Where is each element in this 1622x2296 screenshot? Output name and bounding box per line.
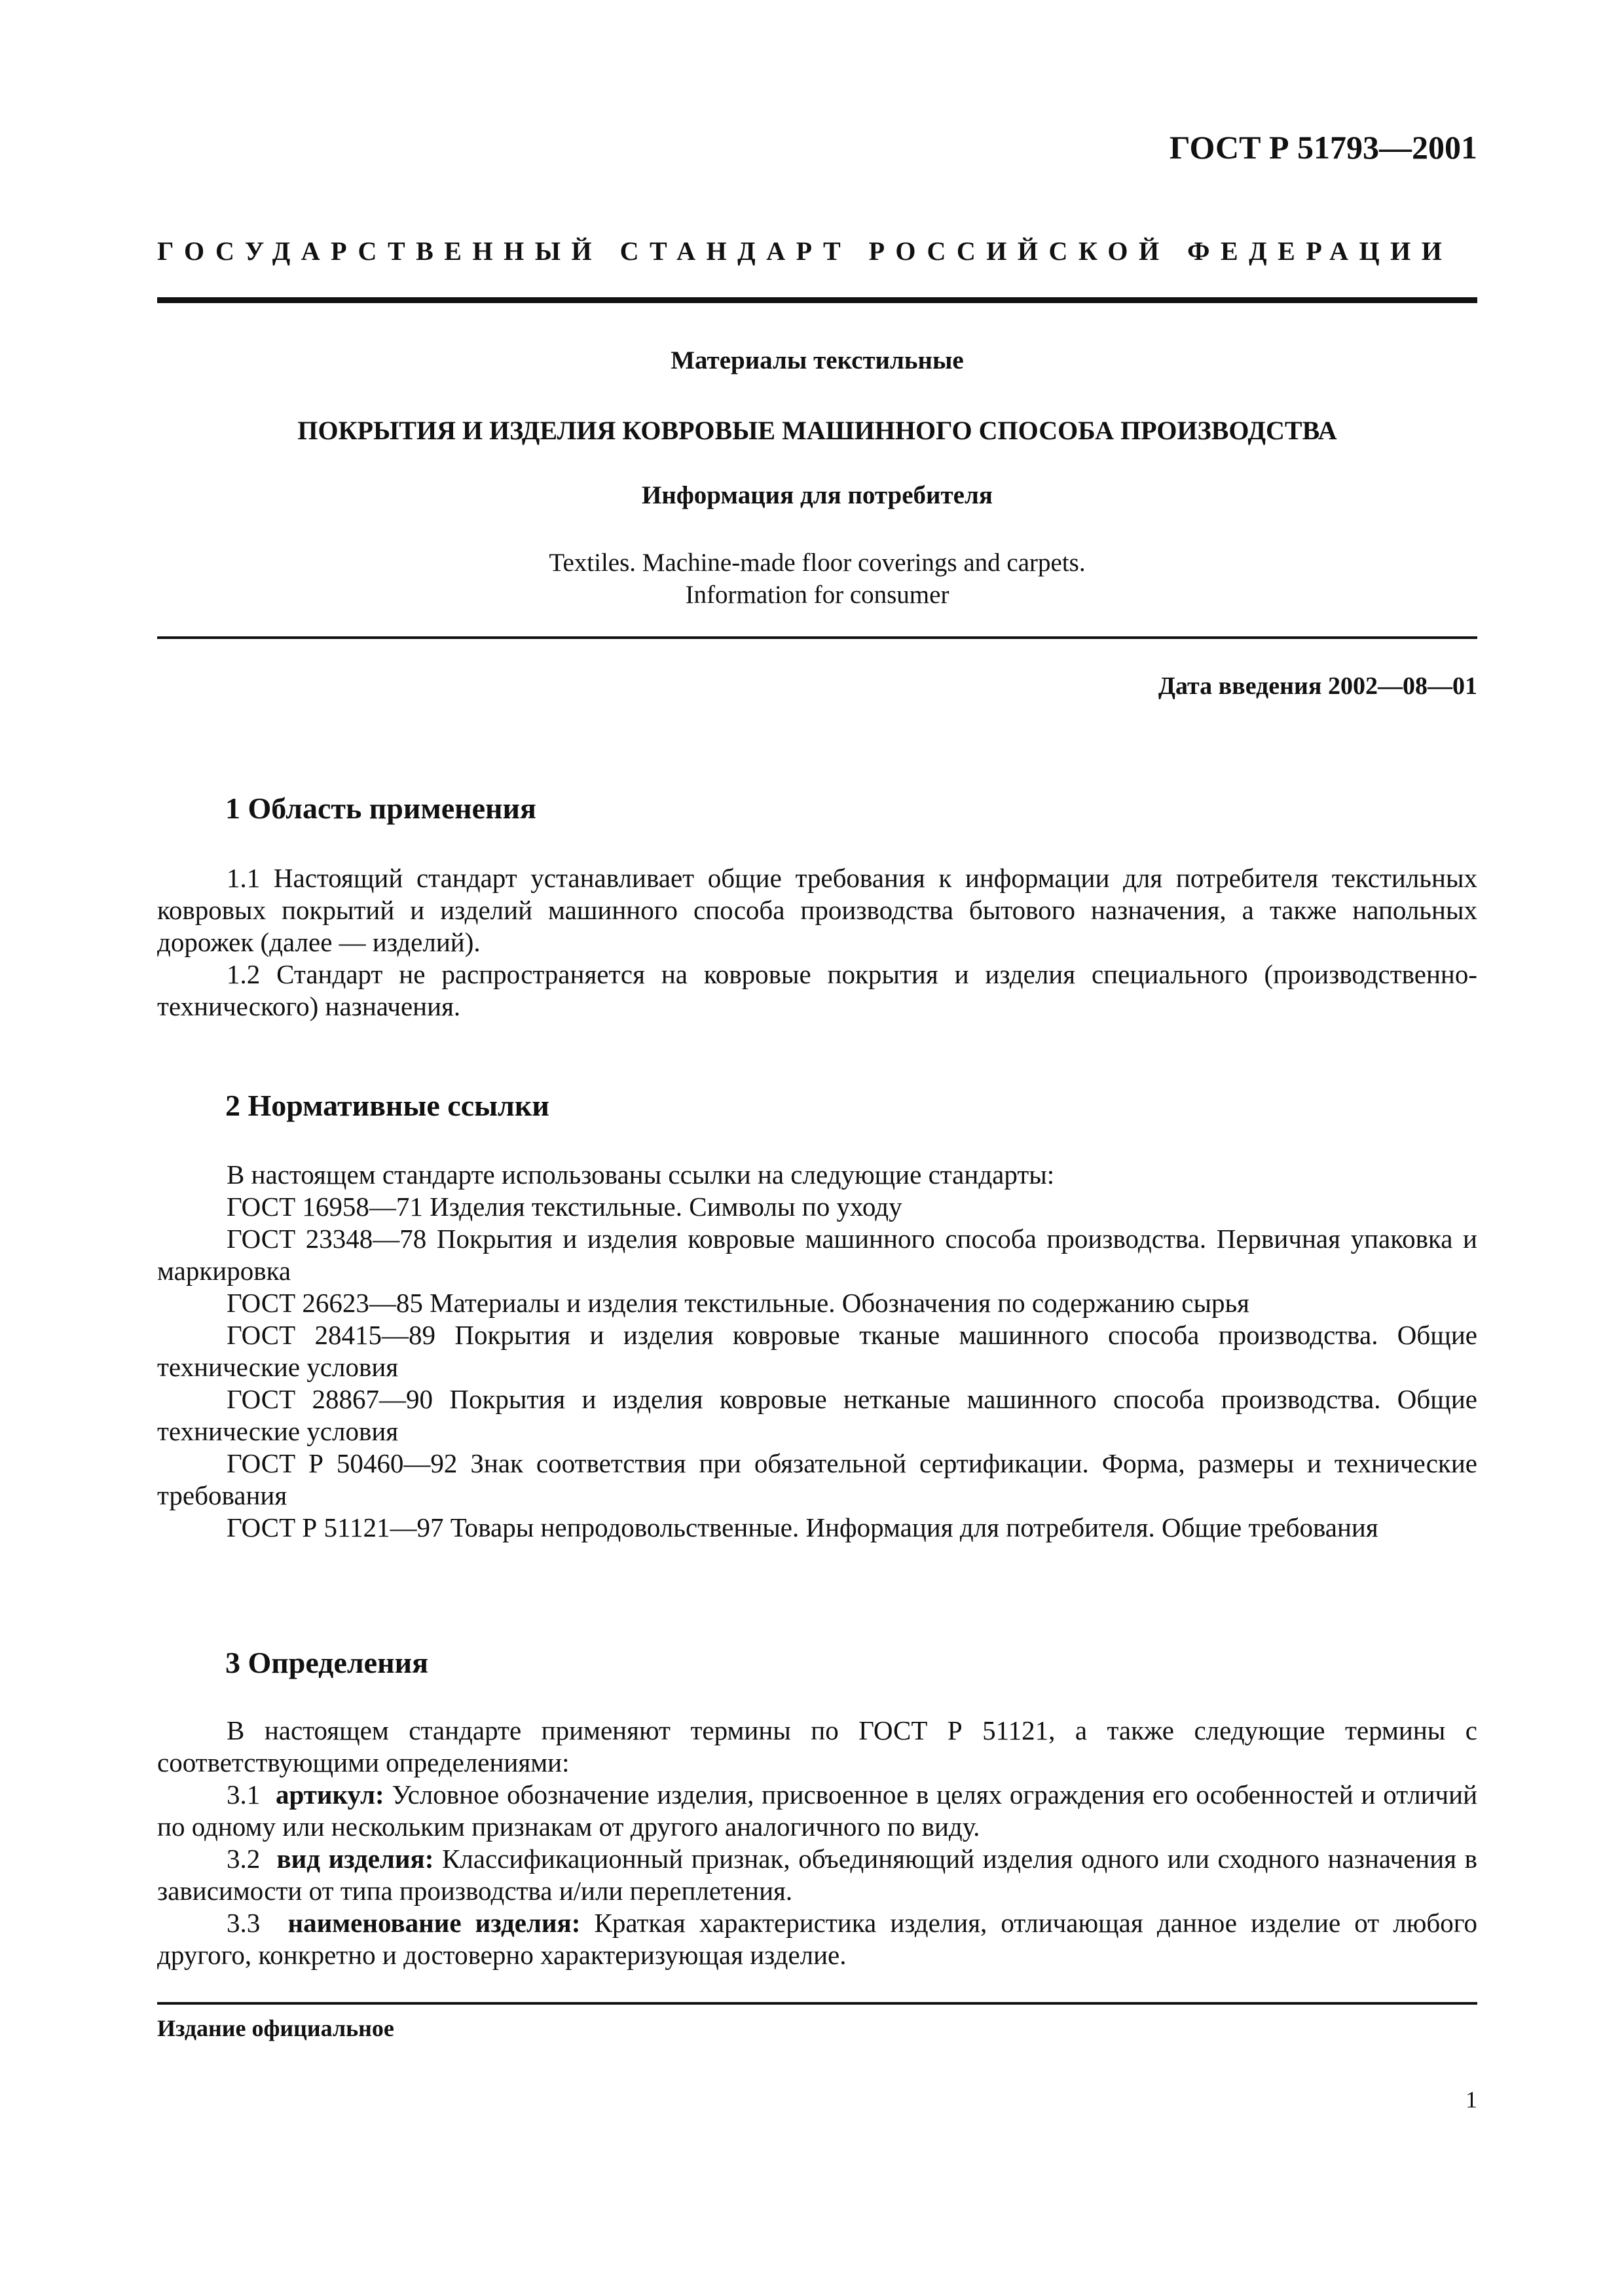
- definitions-intro: В настоящем стандарте применяют термины по ГОСТ Р 51121, а также следующие термины с соответствующими определениями:: [157, 1715, 1477, 1777]
- section-1-heading: 1 Область применения: [225, 792, 536, 825]
- document-page: [157, 0, 1477, 2296]
- section-1-body: [157, 862, 1477, 1023]
- definition-number: 3.1: [227, 1779, 261, 1810]
- section-2-body: [157, 1159, 1477, 1544]
- section-3-heading: 3 Определения: [225, 1646, 428, 1679]
- definition-number: 3.3: [227, 1908, 261, 1938]
- english-title-line-2: Information for consumer: [685, 581, 949, 609]
- definition-text: Краткая характеристика изделия, отличающая данное изделие от любого другого, конкретно и достоверно характеризующая изделие.: [157, 1908, 1477, 1970]
- reference-item: ГОСТ 26623—85 Материалы и изделия текстильные. Обозначения по содержанию сырья: [227, 1288, 1250, 1318]
- header-divider: [157, 297, 1477, 303]
- reference-item: ГОСТ Р 50460—92 Знак соответствия при обязательной сертификации. Форма, размеры и технические требования: [157, 1448, 1477, 1510]
- introduction-date: Дата введения 2002—08—01: [1158, 672, 1477, 700]
- document-title: ПОКРЫТИЯ И ИЗДЕЛИЯ КОВРОВЫЕ МАШИННОГО СПОСОБА ПРОИЗВОДСТВА: [297, 416, 1337, 445]
- definition-term: артикул:: [275, 1779, 384, 1810]
- footer-divider: [157, 2002, 1477, 2005]
- page-number: 1: [1465, 2086, 1477, 2113]
- document-subtitle: Информация для потребителя: [642, 481, 993, 509]
- paragraph-1-2: 1.2 Стандарт не распространяется на ковровые покрытия и изделия специального (производственно-технического) назначения.: [157, 959, 1477, 1021]
- title-divider: [157, 636, 1477, 639]
- definition-item: [157, 1907, 1477, 1971]
- section-2-heading: 2 Нормативные ссылки: [225, 1089, 549, 1122]
- definition-item: [157, 1779, 1477, 1843]
- definition-term: наименование изделия:: [287, 1908, 581, 1938]
- gost-number: ГОСТ Р 51793—2001: [1169, 129, 1477, 166]
- document-subject: Материалы текстильные: [671, 346, 964, 374]
- paragraph-1-1: 1.1 Настоящий стандарт устанавливает общие требования к информации для потребителя текстильных ковровых покрытий и изделий машинного способа производства бытового назначения, а также напольных дорожек (далее — изделий).: [157, 863, 1477, 957]
- section-3-body: [157, 1715, 1477, 1971]
- state-standard-heading: ГОСУДАРСТВЕННЫЙ СТАНДАРТ РОССИЙСКОЙ ФЕДЕРАЦИИ: [157, 236, 1453, 266]
- reference-item: ГОСТ 23348—78 Покрытия и изделия ковровые машинного способа производства. Первичная упаковка и маркировка: [157, 1224, 1477, 1286]
- definition-term: вид изделия:: [276, 1844, 434, 1874]
- reference-item: ГОСТ 28867—90 Покрытия и изделия ковровые нетканые машинного способа производства. Общие технические условия: [157, 1384, 1477, 1446]
- english-title-line-1: Textiles. Machine-made floor coverings and carpets.: [549, 549, 1086, 577]
- reference-item: ГОСТ 16958—71 Изделия текстильные. Символы по уходу: [227, 1192, 902, 1222]
- edition-label: Издание официальное: [157, 2015, 394, 2041]
- definition-number: 3.2: [227, 1844, 261, 1874]
- english-title: [157, 547, 1477, 611]
- references-intro: В настоящем стандарте использованы ссылки на следующие стандарты:: [227, 1159, 1055, 1190]
- reference-item: ГОСТ 28415—89 Покрытия и изделия ковровые тканые машинного способа производства. Общие технические условия: [157, 1320, 1477, 1382]
- reference-item: ГОСТ Р 51121—97 Товары непродовольственные. Информация для потребителя. Общие требования: [227, 1512, 1378, 1542]
- definition-text: Классификационный признак, объединяющий изделия одного или сходного назначения в зависимости от типа производства и/или переплетения.: [157, 1844, 1478, 1906]
- definition-item: [157, 1843, 1477, 1907]
- definition-text: Условное обозначение изделия, присвоенное в целях ограждения его особенностей и отличий по одному или нескольким признакам от другого аналогичного по виду.: [157, 1779, 1478, 1842]
